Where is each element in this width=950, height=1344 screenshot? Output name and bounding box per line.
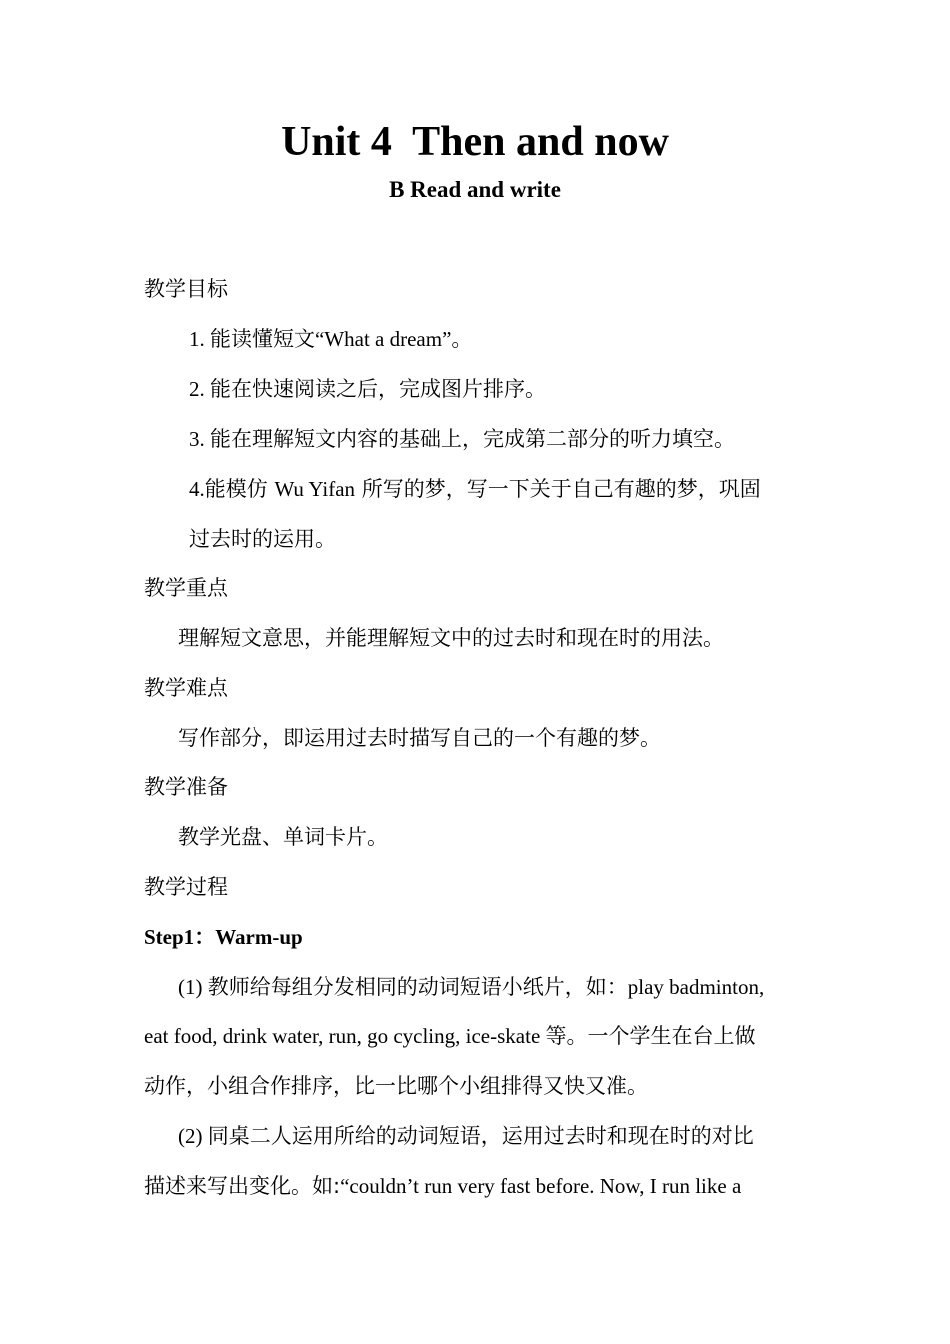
preparation-heading: 教学准备 — [144, 775, 228, 799]
difficulties-text: 写作部分，即运用过去时描写自己的一个有趣的梦。 — [178, 726, 661, 750]
para1-line1 — [178, 972, 764, 1002]
objective-text-name: Wu Yifan — [274, 477, 356, 501]
objective-text: 能模仿 — [204, 477, 275, 501]
objectives-heading: 教学目标 — [144, 277, 228, 301]
para2-example: “couldn’t run very fast before. Now, I run like a — [340, 1174, 742, 1198]
objective-item-4 — [189, 474, 761, 504]
para1-example: play badminton, — [627, 975, 765, 999]
step1-colon: ： — [194, 925, 216, 949]
document-subtitle: B Read and write — [389, 177, 561, 202]
step1-heading — [144, 922, 303, 952]
objective-item-4-continued: 过去时的运用。 — [189, 527, 336, 551]
objective-num: 1. — [189, 327, 210, 351]
objective-num: 2. — [189, 377, 210, 401]
preparation-text: 教学光盘、单词卡片。 — [178, 825, 388, 849]
para1-text: 等。一个学生在台上做 — [545, 1024, 756, 1048]
difficulties-heading: 教学难点 — [144, 676, 228, 700]
objective-text-end: 。 — [451, 327, 473, 351]
para2-line2 — [144, 1171, 741, 1201]
step1-title: Warm-up — [215, 925, 303, 949]
key-points-text: 理解短文意思，并能理解短文中的过去时和现在时的用法。 — [178, 626, 724, 650]
objective-item-1 — [189, 324, 472, 354]
para1-examples: eat food, drink water, run, go cycling, ice-skate — [144, 1024, 546, 1048]
key-points-heading: 教学重点 — [144, 576, 228, 600]
objective-num: 4. — [189, 477, 205, 501]
document-title: Unit 4 Then and now — [281, 119, 669, 165]
para2-num: (2) — [178, 1124, 208, 1148]
objective-num: 3. — [189, 427, 210, 451]
para1-text: 教师给每组分发相同的动词短语小纸片，如： — [207, 975, 628, 999]
objective-text: 能在快速阅读之后，完成图片排序。 — [210, 377, 546, 401]
objective-text-end: 所写的梦，写一下关于自己有趣的梦，巩固 — [355, 477, 761, 501]
para1-line3: 动作，小组合作排序，比一比哪个小组排得又快又准。 — [144, 1074, 648, 1098]
process-heading: 教学过程 — [144, 875, 228, 899]
objective-text: 能在理解短文内容的基础上，完成第二部分的听力填空。 — [210, 427, 735, 451]
para2-text: 同桌二人运用所给的动词短语，运用过去时和现在时的对比 — [207, 1124, 754, 1148]
objective-item-2 — [189, 374, 546, 404]
para1-num: (1) — [178, 975, 208, 999]
para1-line2 — [144, 1021, 756, 1051]
para2-text: 描述来写出变化。如: — [144, 1174, 341, 1198]
objective-text: 能读懂短文 — [210, 327, 315, 351]
objective-text-quote: “What a dream” — [315, 327, 452, 351]
step1-label: Step1 — [144, 925, 195, 949]
objective-item-3 — [189, 424, 735, 454]
para2-line1 — [178, 1121, 754, 1151]
